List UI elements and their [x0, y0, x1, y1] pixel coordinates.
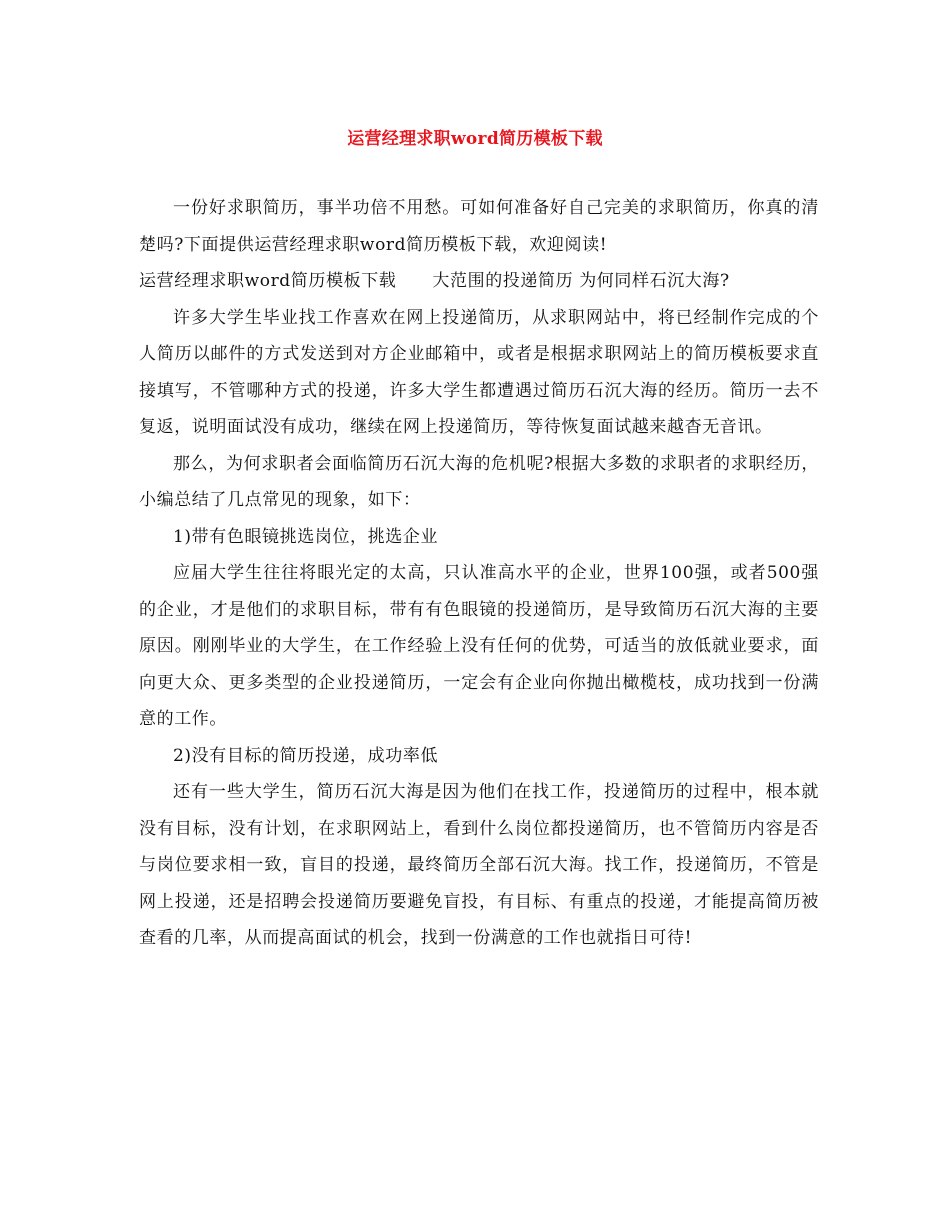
paragraph-2: 那么，为何求职者会面临简历石沉大海的危机呢?根据大多数的求职者的求职经历，小编总结了几点常见的现象，如下：: [139, 453, 819, 510]
subheading-right: 大范围的投递简历 为何同样石沉大海?: [432, 271, 730, 291]
document-body: [139, 190, 819, 957]
document-title: 运营经理求职word简历模板下载: [347, 129, 603, 149]
subheading-line: [139, 263, 819, 300]
item-2-heading: 2)没有目标的简历投递，成功率低: [173, 745, 439, 766]
item-2-body: 还有一些大学生，简历石沉大海是因为他们在找工作，投递简历的过程中，根本就没有目标，没有计划，在求职网站上，看到什么岗位都投递简历，也不管简历内容是否与岗位要求相一致，盲目的投递，最终简历全部石沉大海。找工作，投递简历，不管是网上投递，还是招聘会投递简历要避免盲投，有目标、有重点的投递，才能提高简历被查看的几率，从而提高面试的机会，找到一份满意的工作也就指日可待!: [139, 782, 819, 948]
subheading-left: 运营经理求职word简历模板下载: [139, 271, 397, 291]
intro-paragraph: 一份好求职简历，事半功倍不用愁。可如何准备好自己完美的求职简历，你真的清楚吗?下面提供运营经理求职word简历模板下载，欢迎阅读!: [139, 198, 819, 255]
item-1-heading: 1)带有色眼镜挑选岗位，挑选企业: [173, 526, 439, 547]
paragraph-1: 许多大学生毕业找工作喜欢在网上投递简历，从求职网站中，将已经制作完成的个人简历以邮件的方式发送到对方企业邮箱中，或者是根据求职网站上的简历模板要求直接填写，不管哪种方式的投递，许多大学生都遭遇过简历石沉大海的经历。简历一去不复返，说明面试没有成功，继续在网上投递简历，等待恢复面试越来越杳无音讯。: [139, 307, 819, 437]
item-1-body: 应届大学生往往将眼光定的太高，只认准高水平的企业，世界100强，或者500强的企业，才是他们的求职目标，带有有色眼镜的投递简历，是导致简历石沉大海的主要原因。刚刚毕业的大学生，在工作经验上没有任何的优势，可适当的放低就业要求，面向更大众、更多类型的企业投递简历，一定会有企业向你抛出橄榄枝，成功找到一份满意的工作。: [139, 563, 819, 729]
